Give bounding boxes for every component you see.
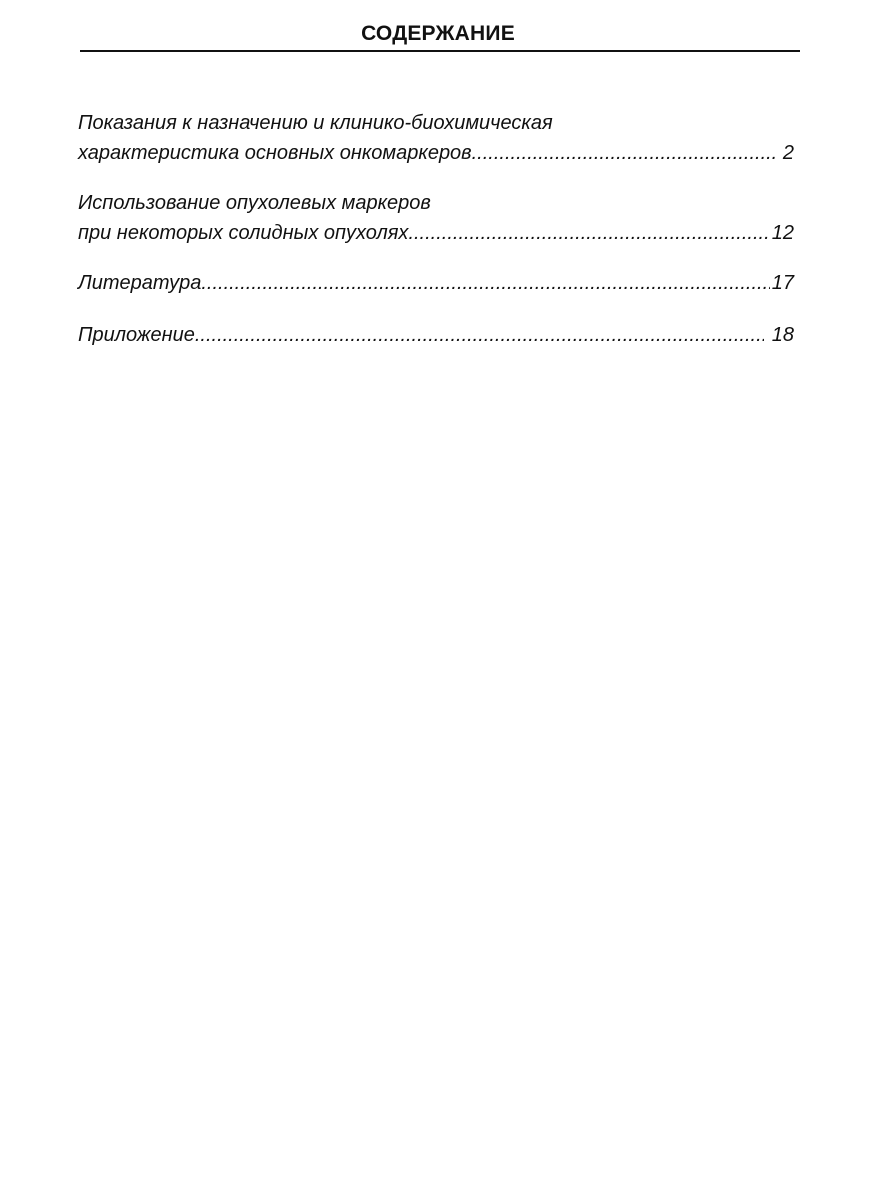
- dot-leader: [195, 320, 764, 350]
- toc-entry-tumor-markers[interactable]: [78, 188, 794, 248]
- toc-entry-title-line2: при некоторых солидных опухолях: [78, 222, 409, 244]
- toc-page-number: 2: [782, 142, 794, 164]
- title-underline: [80, 50, 800, 52]
- toc-entry-title: Литература: [78, 272, 202, 294]
- toc-entry-leader-line: [78, 218, 794, 248]
- dot-leader: [408, 218, 769, 248]
- dot-leader: [472, 138, 775, 168]
- dot-leader: [201, 268, 769, 298]
- toc-entry-title-line1: Показания к назначению и клинико-биохимическая: [78, 112, 553, 134]
- toc-entry-appendix[interactable]: [78, 320, 794, 350]
- toc-page-number: 17: [771, 272, 794, 294]
- toc-entry-title-line2: характеристика основных онкомаркеров: [78, 142, 472, 164]
- toc-page-number: 18: [771, 324, 794, 346]
- toc-entry-title: Приложение: [78, 324, 195, 346]
- table-of-contents: [78, 108, 794, 350]
- toc-entry-literature[interactable]: [78, 268, 794, 298]
- toc-page-number: 12: [771, 222, 794, 244]
- toc-entry-title-line1: Использование опухолевых маркеров: [78, 192, 431, 214]
- page-title: СОДЕРЖАНИЕ: [361, 22, 515, 45]
- toc-entry-leader-line: [78, 138, 794, 168]
- toc-entry-leader-line: [78, 320, 794, 350]
- toc-entry-indications[interactable]: [78, 108, 794, 168]
- toc-entry-leader-line: [78, 268, 794, 298]
